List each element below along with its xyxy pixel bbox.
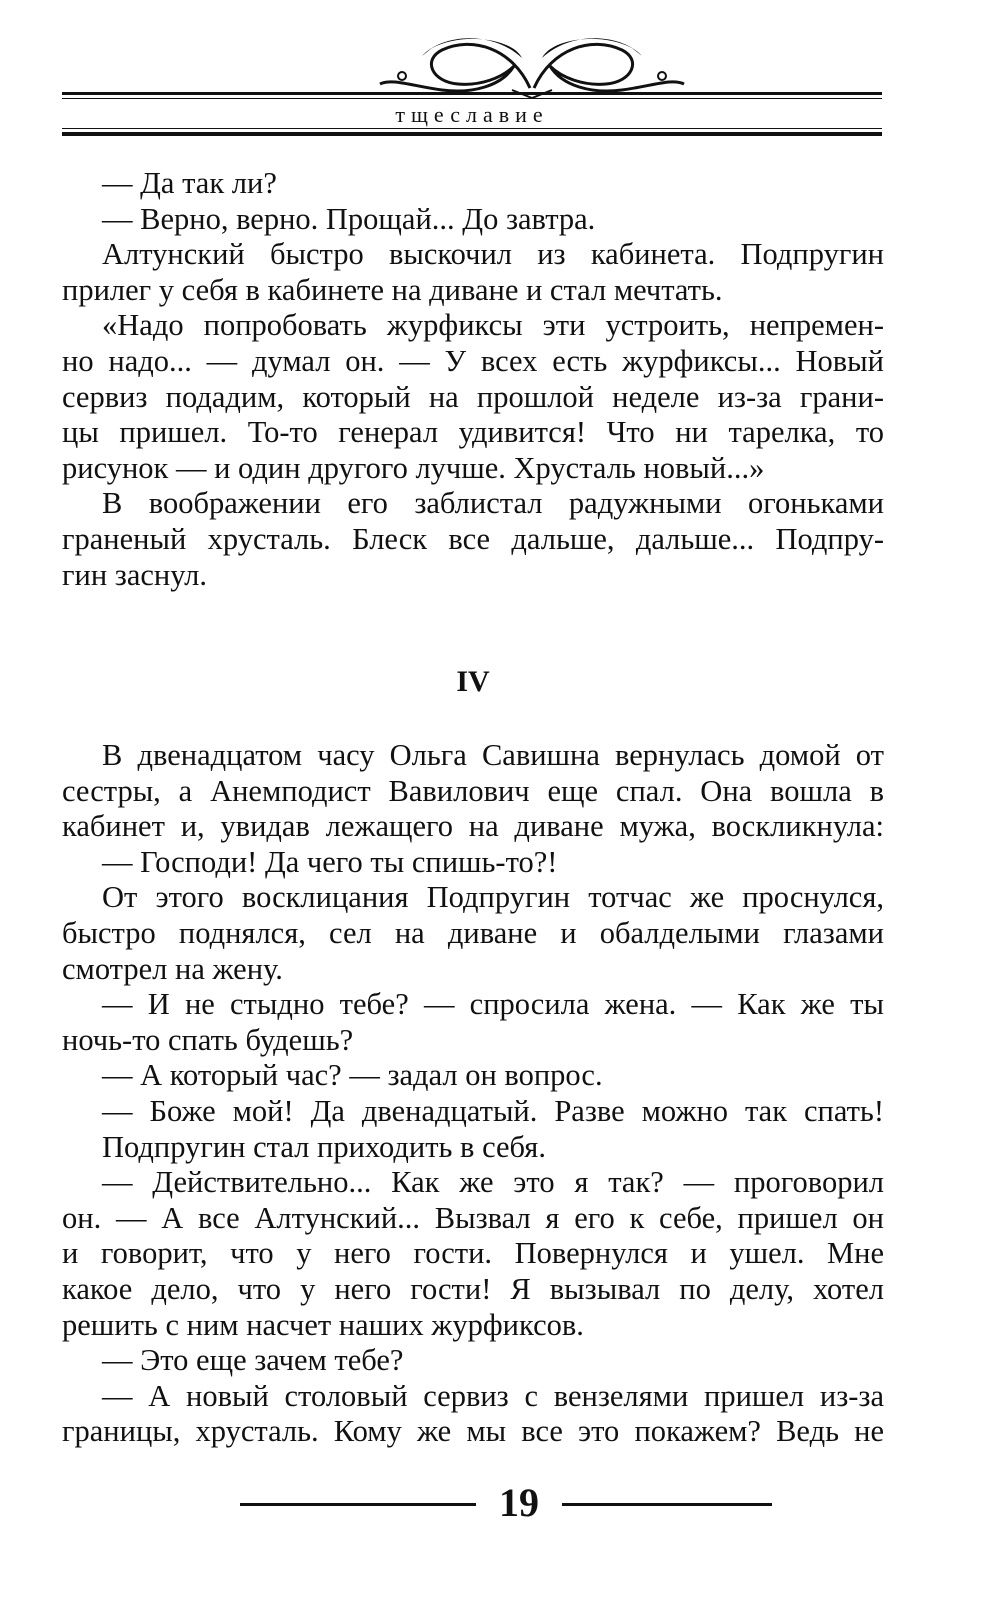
text-line: — А новый столовый сервиз с вензелями пришел из-за bbox=[102, 1378, 884, 1413]
header-rule-bottom-thin bbox=[62, 128, 882, 129]
text-line: рисунок — и один другого лучше. Хрусталь новый...» bbox=[62, 450, 765, 485]
text-line: — Господи! Да чего ты спишь-то?! bbox=[102, 844, 558, 879]
text-line: Подпругин стал приходить в себя. bbox=[102, 1129, 546, 1164]
text-line: — И не стыдно тебе? — спросила жена. — Как же ты bbox=[102, 987, 884, 1022]
text-line: ночь-то спать будешь? bbox=[62, 1022, 354, 1057]
text-line: — Это еще зачем тебе? bbox=[102, 1343, 404, 1378]
header-rule-top-thin bbox=[62, 98, 882, 99]
flourish-ornament-icon bbox=[362, 28, 702, 100]
header-rule-top bbox=[62, 92, 882, 95]
header-rule-bottom bbox=[62, 132, 882, 136]
text-line: — Боже мой! Да двенадцатый. Разве можно так спать! bbox=[102, 1093, 884, 1128]
text-line: — Верно, верно. Прощай... До завтра. bbox=[102, 201, 596, 236]
body-text-part2 bbox=[62, 738, 884, 1450]
text-line: и говорит, что у него гости. Повернулся и ушел. Мне bbox=[62, 1236, 884, 1271]
footer-rule-right bbox=[562, 1503, 772, 1506]
running-header bbox=[62, 28, 882, 138]
page-footer bbox=[62, 1478, 884, 1528]
text-line: границы, хрусталь. Кому же мы все это покажем? Ведь не bbox=[62, 1414, 884, 1449]
body-text-part1 bbox=[62, 166, 884, 593]
chapter-heading: IV bbox=[456, 665, 490, 698]
page-number: 19 bbox=[499, 1480, 539, 1525]
text-line: «Надо попробовать журфиксы эти устроить, непремен- bbox=[102, 308, 884, 343]
text-line: сестры, а Анемподист Вавилович еще спал. Она вошла в bbox=[62, 773, 884, 808]
text-line: В двенадцатом часу Ольга Савишна вернулась домой от bbox=[102, 738, 884, 772]
text-line: он. — А все Алтунский... Вызвал я его к себе, пришел он bbox=[62, 1200, 884, 1235]
text-line: решить с ним насчет наших журфиксов. bbox=[62, 1307, 584, 1342]
text-line: — А который час? — задал он вопрос. bbox=[102, 1058, 603, 1093]
running-title: тщеславие bbox=[395, 102, 549, 127]
text-line: быстро поднялся, сел на диване и обалделыми глазами bbox=[62, 915, 884, 950]
text-line: какое дело, что у него гости! Я вызывал по делу, хотел bbox=[62, 1271, 884, 1306]
text-line: От этого восклицания Подпругин тотчас же проснулся, bbox=[102, 880, 884, 915]
text-line: сервиз подадим, который на прошлой неделе из-за грани- bbox=[62, 379, 884, 414]
text-line: — Да так ли? bbox=[102, 166, 277, 200]
text-line: граненый хрусталь. Блеск все дальше, дальше... Подпру- bbox=[62, 521, 884, 556]
text-line: цы пришел. То-то генерал удивится! Что ни тарелка, то bbox=[62, 415, 884, 450]
text-line: но надо... — думал он. — У всех есть журфиксы... Новый bbox=[62, 343, 884, 378]
text-line: гин заснул. bbox=[62, 557, 207, 592]
text-line: смотрел на жену. bbox=[62, 951, 283, 986]
text-line: Алтунский быстро выскочил из кабинета. Подпругин bbox=[102, 237, 884, 272]
text-line: В воображении его заблистал радужными огоньками bbox=[102, 486, 884, 521]
text-line: — Действительно... Как же это я так? — проговорил bbox=[102, 1165, 884, 1200]
text-line: прилег у себя в кабинете на диване и стал мечтать. bbox=[62, 272, 723, 307]
footer-rule-left bbox=[240, 1503, 476, 1506]
text-line: кабинет и, увидав лежащего на диване мужа, воскликнула: bbox=[62, 809, 884, 844]
